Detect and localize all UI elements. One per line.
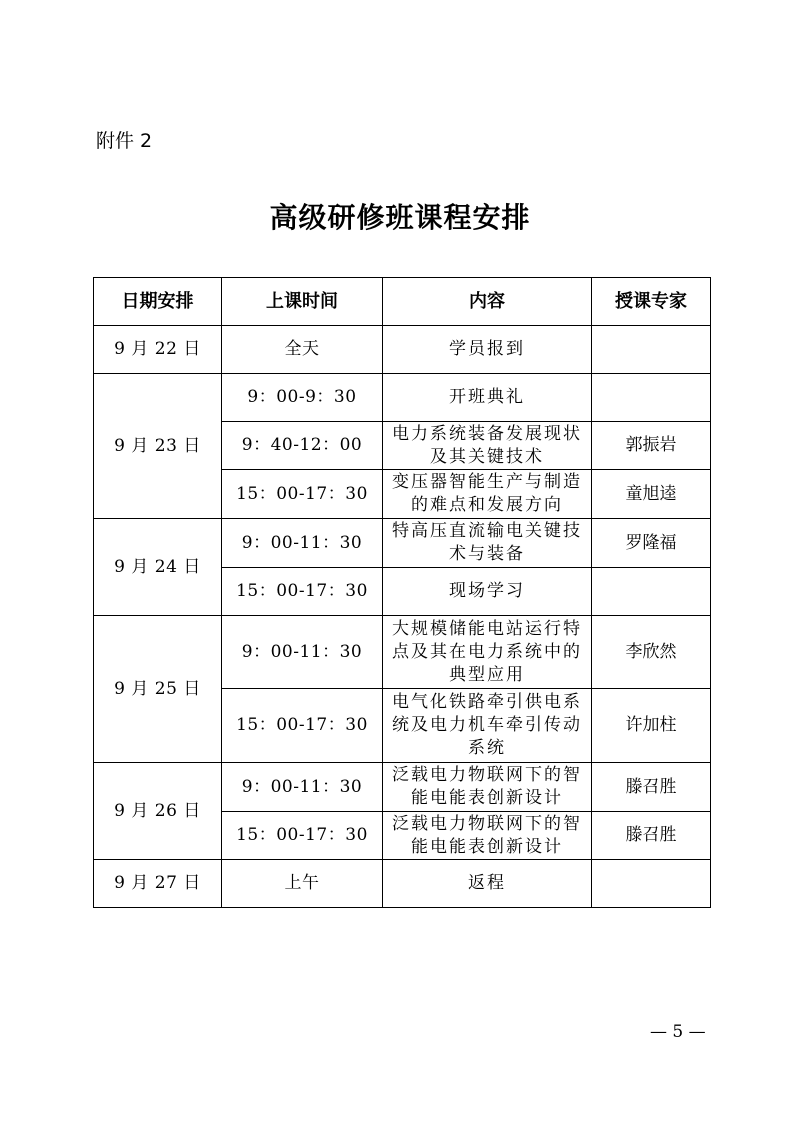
expert-cell [592, 326, 711, 374]
page-number: — 5 — [650, 1022, 706, 1042]
table-row [94, 519, 711, 568]
table-row [94, 374, 711, 422]
time-cell: 15：00-17：30 [222, 568, 383, 616]
date-cell: 9 月 23 日 [94, 374, 222, 519]
schedule-table [93, 277, 711, 908]
table-row [94, 326, 711, 374]
expert-cell: 李欣然 [592, 616, 711, 689]
content-cell: 特高压直流输电关键技术与装备 [383, 519, 592, 568]
content-cell: 学员报到 [383, 326, 592, 374]
content-cell: 变压器智能生产与制造的难点和发展方向 [383, 470, 592, 519]
content-cell: 返程 [383, 860, 592, 908]
content-cell: 泛载电力物联网下的智能电能表创新设计 [383, 763, 592, 812]
header-date: 日期安排 [94, 278, 222, 326]
expert-cell [592, 568, 711, 616]
expert-cell [592, 860, 711, 908]
content-cell: 泛载电力物联网下的智能电能表创新设计 [383, 812, 592, 860]
header-content: 内容 [383, 278, 592, 326]
table-row [94, 860, 711, 908]
table-row [94, 763, 711, 812]
content-cell: 电气化铁路牵引供电系统及电力机车牵引传动系统 [383, 689, 592, 763]
table-header-row [94, 278, 711, 326]
time-cell: 15：00-17：30 [222, 689, 383, 763]
content-cell: 电力系统装备发展现状及其关键技术 [383, 422, 592, 470]
content-cell: 开班典礼 [383, 374, 592, 422]
time-cell: 9：00-11：30 [222, 519, 383, 568]
content-cell: 大规模储能电站运行特点及其在电力系统中的典型应用 [383, 616, 592, 689]
time-cell: 9：00-11：30 [222, 763, 383, 812]
date-cell: 9 月 25 日 [94, 616, 222, 763]
time-cell: 全天 [222, 326, 383, 374]
time-cell: 15：00-17：30 [222, 470, 383, 519]
time-cell: 9：00-11：30 [222, 616, 383, 689]
expert-cell: 罗隆福 [592, 519, 711, 568]
expert-cell: 童旭逵 [592, 470, 711, 519]
time-cell: 9：40-12：00 [222, 422, 383, 470]
table-row [94, 616, 711, 689]
header-time: 上课时间 [222, 278, 383, 326]
date-cell: 9 月 26 日 [94, 763, 222, 860]
expert-cell: 滕召胜 [592, 812, 711, 860]
page-title: 高级研修班课程安排 [269, 201, 531, 234]
expert-cell [592, 374, 711, 422]
date-cell: 9 月 22 日 [94, 326, 222, 374]
time-cell: 15：00-17：30 [222, 812, 383, 860]
attachment-label: 附件 2 [96, 130, 153, 152]
header-expert: 授课专家 [592, 278, 711, 326]
expert-cell: 郭振岩 [592, 422, 711, 470]
content-cell: 现场学习 [383, 568, 592, 616]
expert-cell: 滕召胜 [592, 763, 711, 812]
time-cell: 上午 [222, 860, 383, 908]
date-cell: 9 月 27 日 [94, 860, 222, 908]
date-cell: 9 月 24 日 [94, 519, 222, 616]
time-cell: 9：00-9：30 [222, 374, 383, 422]
expert-cell: 许加柱 [592, 689, 711, 763]
